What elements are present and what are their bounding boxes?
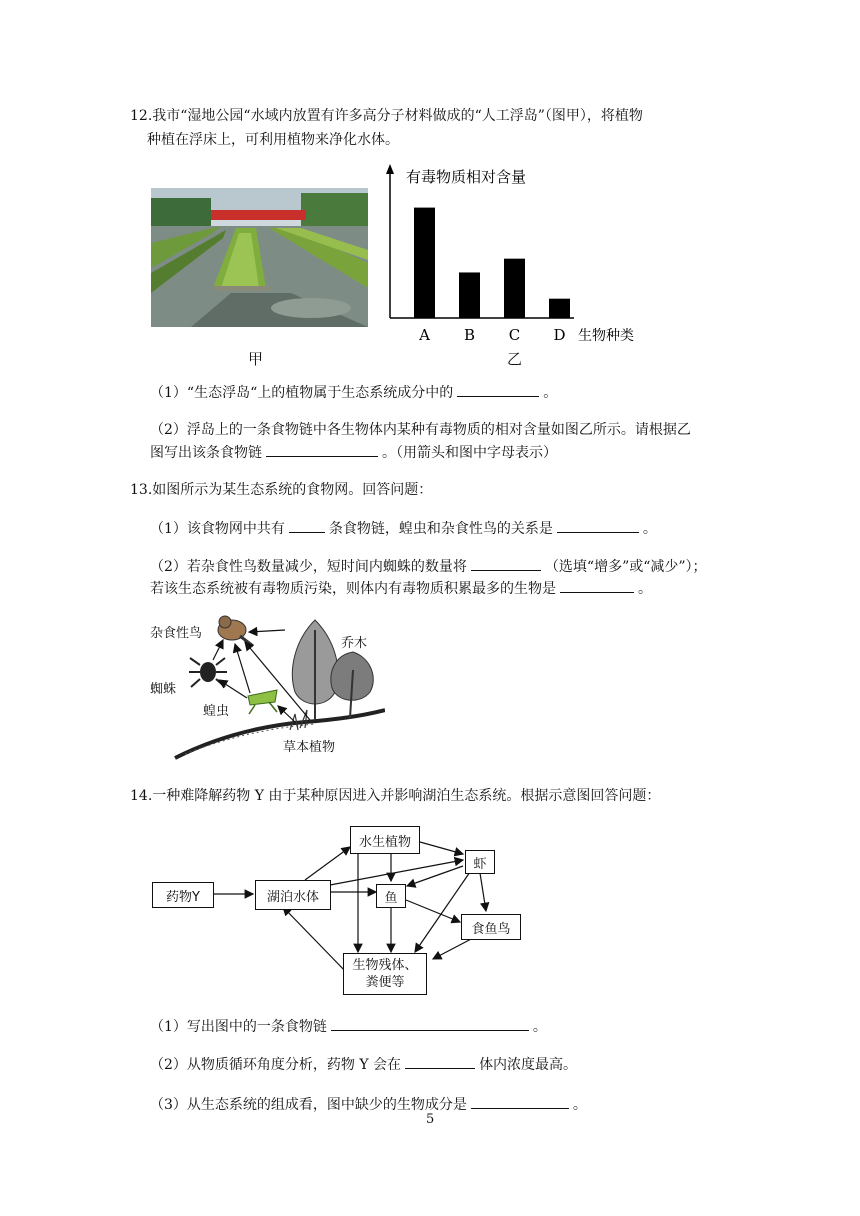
q14-stem: 14.一种难降解药物 Y 由于某种原因进入并影响湖泊生态系统。根据示意图回答问题： [130, 788, 661, 804]
answer-blank[interactable] [471, 556, 541, 571]
food-web-figure [145, 610, 385, 765]
node-aquatic-plant: 水生植物 [350, 826, 420, 854]
answer-blank[interactable] [405, 1054, 475, 1069]
page-number: 5 [426, 1112, 435, 1127]
grasshopper-icon [248, 690, 277, 714]
fig-a-label: 甲 [248, 350, 264, 368]
q13-sub2-text-c: 若该生态系统被有毒物质污染，则体内有毒物质积累最多的生物是 [150, 581, 556, 597]
q12-sub2-line1: （2）浮岛上的一条食物链中各生物体内某种有毒物质的相对含量如图乙所示。请根据乙 [150, 422, 691, 438]
tick-label-B: B [463, 326, 476, 344]
toxin-bar-chart [378, 160, 678, 375]
q14-sub2 [150, 1054, 577, 1075]
q13-sub2-end: 。 [638, 581, 652, 597]
label-grass: 草本植物 [283, 740, 336, 755]
q12-sub2-end: 。（用箭头和图中字母表示） [382, 445, 557, 461]
answer-blank[interactable] [331, 1016, 529, 1031]
q13-sub2-line2 [150, 578, 652, 599]
q14-sub2-text: （2）从物质循环角度分析，药物 Y 会在 [150, 1057, 402, 1073]
q12-sub2-text: 图写出该条食物链 [150, 445, 262, 461]
q13-stem: 13.如图所示为某生态系统的食物网。回答问题： [130, 482, 433, 498]
node-shrimp: 虾 [465, 850, 495, 874]
q13-sub2-text-a: （2）若杂食性鸟数量减少，短时间内蜘蛛的数量将 [150, 559, 467, 575]
q14-sub3-end: 。 [572, 1097, 587, 1113]
q13-sub2-text-b: （选填“增多”或“减少”）； [544, 559, 707, 575]
q12-sub1-end: 。 [543, 385, 558, 401]
label-grasshopper: 蝗虫 [203, 704, 230, 719]
label-tree: 乔木 [341, 636, 368, 651]
node-remains [343, 953, 427, 995]
bar-B [459, 272, 480, 318]
answer-blank[interactable] [289, 518, 325, 533]
bar-A [414, 208, 435, 318]
q12-sub1-text: （1）“生态浮岛“上的植物属于生态系统成分中的 [150, 385, 454, 401]
q14-sub2-end: 体内浓度最高。 [479, 1057, 578, 1073]
q13-sub1 [150, 518, 657, 539]
q13-sub1-end: 。 [642, 521, 657, 537]
chart-y-axis-arrow [386, 164, 394, 174]
answer-blank[interactable] [557, 518, 639, 533]
q14-sub3-text: （3）从生态系统的组成看，图中缺少的生物成分是 [150, 1097, 467, 1113]
label-spider: 蜘蛛 [150, 682, 177, 697]
bar-D [549, 299, 570, 318]
q13-sub1-text-a: （1）该食物网中共有 [150, 521, 285, 537]
q12-stem-line2: 种植在浮床上，可利用植物来净化水体。 [147, 132, 399, 148]
answer-blank[interactable] [560, 578, 634, 593]
q13-sub2-line1 [150, 556, 707, 577]
lake-ecosystem-diagram [150, 822, 530, 997]
chart-xlabel: 生物种类 [578, 328, 634, 344]
q13-sub1-text-b: 条食物链，蝗虫和杂食性鸟的关系是 [328, 521, 553, 537]
q14-sub1 [150, 1016, 547, 1037]
spider-icon [189, 658, 227, 687]
q12-sub1 [150, 382, 557, 403]
q14-sub1-end: 。 [532, 1019, 547, 1035]
answer-blank[interactable] [266, 442, 378, 457]
node-fish-eating-bird: 食鱼鸟 [461, 914, 521, 940]
q14-sub1-text: （1）写出图中的一条食物链 [150, 1019, 327, 1035]
tick-label-C: C [508, 326, 521, 344]
node-fish: 鱼 [376, 884, 406, 908]
node-lake-water: 湖泊水体 [255, 880, 331, 910]
node-drug-y: 药物Y [152, 882, 214, 908]
q12-sub2-line2 [150, 442, 557, 463]
fig-b-label: 乙 [507, 350, 523, 368]
answer-blank[interactable] [471, 1094, 569, 1109]
bar-C [504, 259, 525, 318]
q12-stem-line1: 12.我市“湿地公园“水域内放置有许多高分子材料做成的“人工浮岛”（图甲），将植物 [130, 108, 643, 124]
node-remains-line1: 生物残体、 [352, 958, 418, 973]
floating-island-photo [151, 188, 368, 327]
bird-icon [218, 616, 253, 646]
node-remains-line2: 粪便等 [365, 975, 405, 990]
tick-label-A: A [419, 326, 430, 344]
label-bird: 杂食性鸟 [150, 626, 203, 641]
q14-sub3 [150, 1094, 587, 1115]
chart-ylabel: 有毒物质相对含量 [406, 168, 527, 186]
answer-blank[interactable] [457, 382, 539, 397]
tick-label-D: D [553, 326, 566, 344]
